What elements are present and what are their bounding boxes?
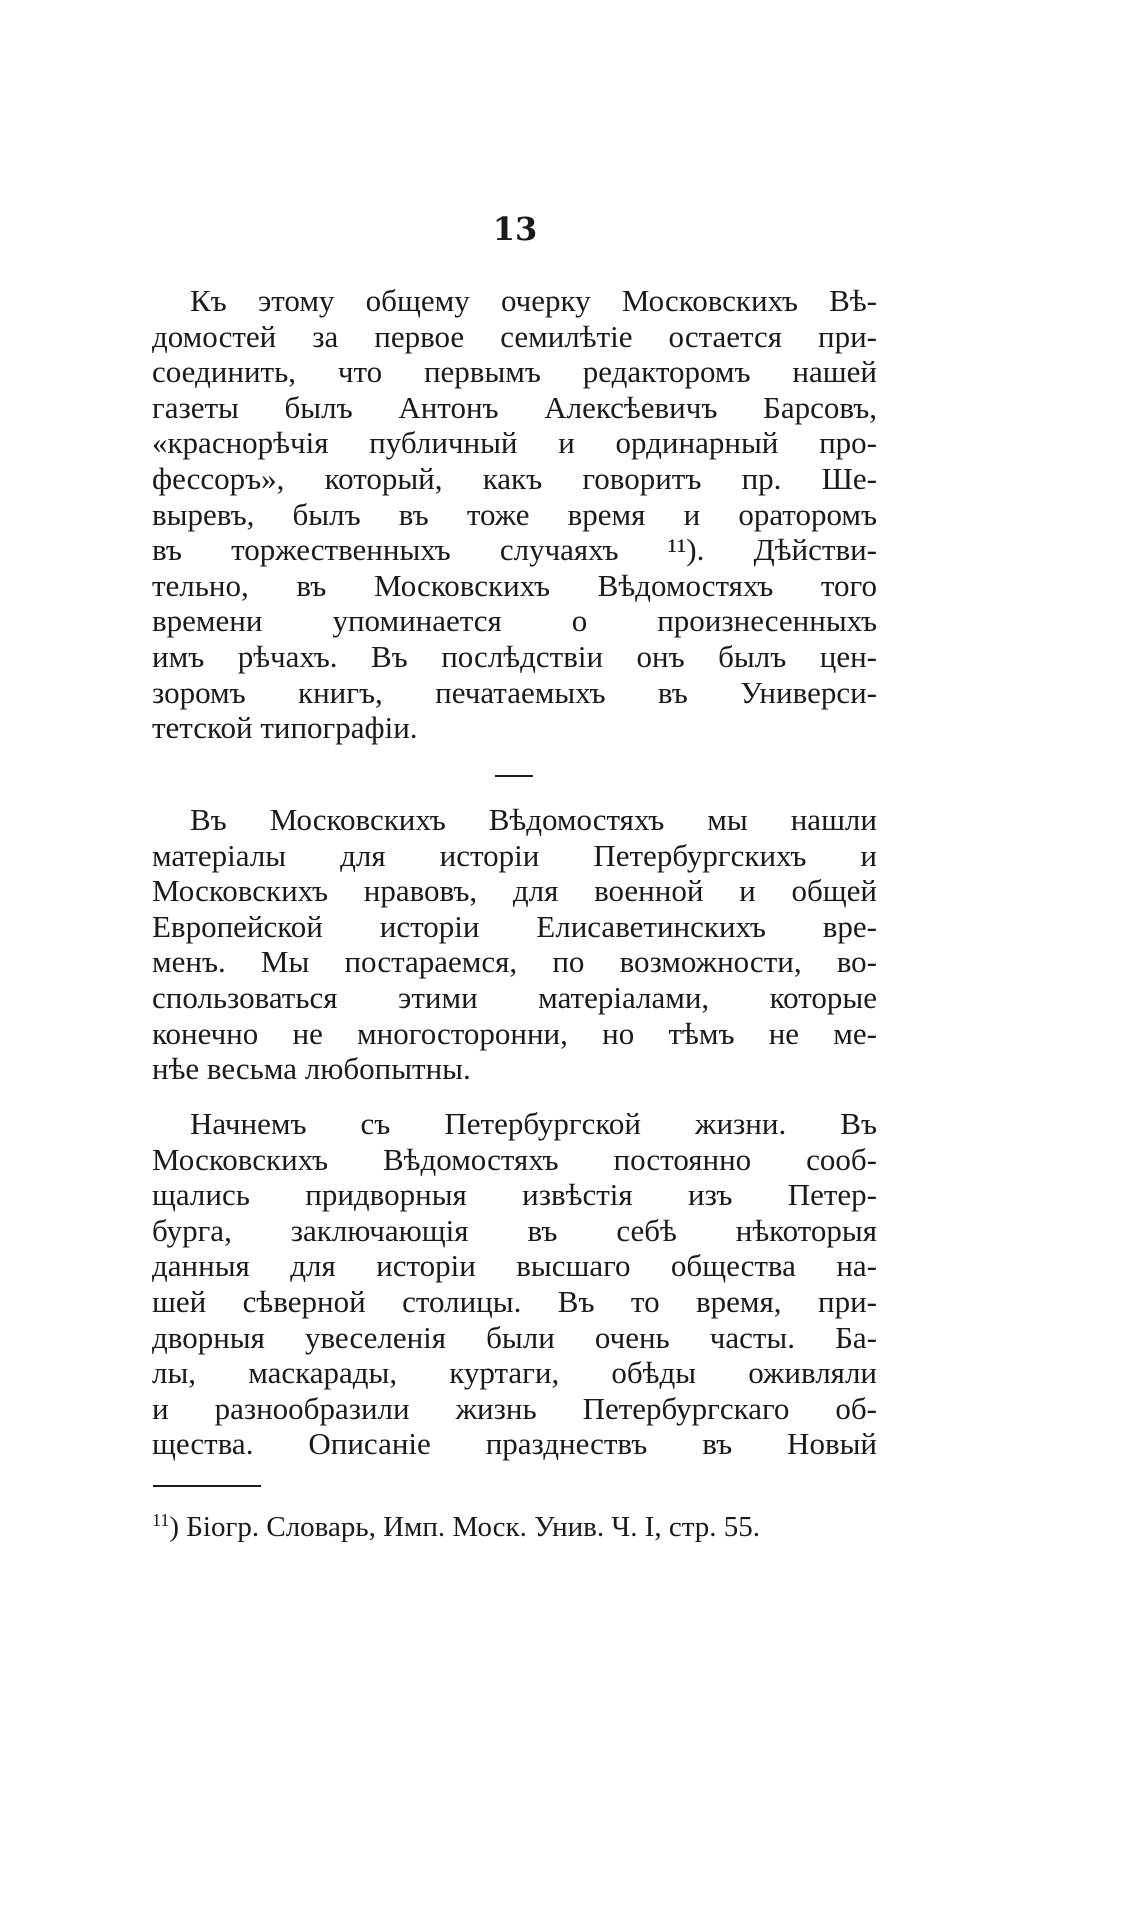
text-line: фессоръ», который, какъ говоритъ пр. Ше- [152,460,877,496]
text-line: конечно не многосторонни, но тѣмъ не ме- [152,1015,877,1051]
text-line: тетской типографіи. [152,710,418,746]
text-line: Московскихъ Вѣдомостяхъ постоянно сооб- [152,1141,877,1177]
footnote-marker: 11 [152,1510,170,1530]
paragraph-1 [152,283,877,746]
text-line: «краснорѣчія публичный и ординарный про- [152,425,877,461]
text-line: Въ Московскихъ Вѣдомостяхъ мы нашли [190,802,877,837]
text-line: щались придворныя извѣстія изъ Петер- [152,1177,877,1213]
text-line: соединить, что первымъ редакторомъ нашей [152,354,877,390]
text-line: Начнемъ съ Петербургской жизни. Въ [190,1106,877,1141]
footnote [152,1503,877,1544]
text-line: спользоваться этими матеріалами, которые [152,979,877,1015]
text-line: времени упоминается о произнесенныхъ [152,603,877,639]
text-line: выревъ, былъ въ тоже время и ораторомъ [152,496,877,532]
text-line: данныя для исторіи высшаго общества на- [152,1248,877,1284]
text-line: газеты былъ Антонъ Алексѣевичъ Барсовъ, [152,389,877,425]
footnote-text: ) Біогр. Словарь, Имп. Моск. Унив. Ч. I, стр. 55. [169,1511,761,1543]
footnote-rule [153,1485,261,1487]
text-line: нѣе весьма любопытны. [152,1051,471,1087]
section-divider [495,775,533,777]
text-line: щества. Описаніе празднествъ въ Новый [152,1426,877,1462]
text-line: Европейской исторіи Елисаветинскихъ вре- [152,908,877,944]
text-line: лы, маскарады, куртаги, обѣды оживляли [152,1355,877,1391]
text-line: тельно, въ Московскихъ Вѣдомостяхъ того [152,567,877,603]
text-line: бурга, заключающія въ себѣ нѣкоторыя [152,1212,877,1248]
text-line: домостей за первое семилѣтіе остается при- [152,318,877,354]
text-line: Къ этому общему очерку Московскихъ Вѣ- [190,283,877,318]
page-number: 13 [492,210,538,248]
paragraph-2 [152,802,877,1087]
text-line: и разнообразили жизнь Петербургскаго об- [152,1390,877,1426]
text-line: шей сѣверной столицы. Въ то время, при- [152,1283,877,1319]
text-line: матеріалы для исторіи Петербургскихъ и [152,837,877,873]
text-line: дворныя увеселенія были очень часты. Ба- [152,1319,877,1355]
text-line: имъ рѣчахъ. Въ послѣдствіи онъ былъ цен- [152,638,877,674]
text-line: въ торжественныхъ случаяхъ ¹¹). Дѣйстви- [152,532,877,568]
text-line: Московскихъ нравовъ, для военной и общей [152,873,877,909]
paragraph-3 [152,1106,877,1462]
text-line: зоромъ книгъ, печатаемыхъ въ Универси- [152,674,877,710]
text-line: менъ. Мы постараемся, по возможности, во- [152,944,877,980]
